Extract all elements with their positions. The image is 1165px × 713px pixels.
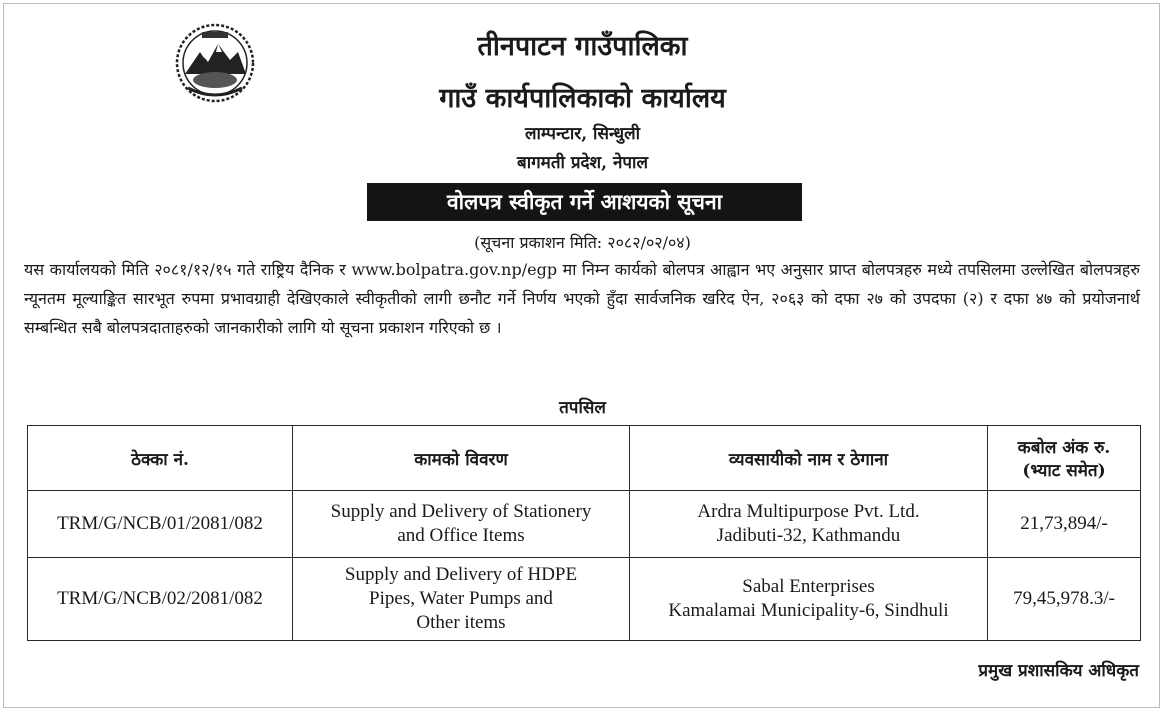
description-line: and Office Items <box>397 525 525 546</box>
address-line-1: लाम्पन्टार, सिन्धुली <box>524 124 641 144</box>
description-line: Supply and Delivery of Stationery <box>330 501 592 522</box>
header-amount <box>988 426 1141 491</box>
description-line: Supply and Delivery of HDPE <box>344 564 578 585</box>
notice-title: वोलपत्र स्वीकृत गर्ने आशयको सूचना <box>367 183 802 221</box>
description-cell <box>293 558 630 641</box>
publication-date: (सूचना प्रकाशन मिति: २०८२/०२/०४) <box>474 233 691 252</box>
award-table <box>27 425 1141 641</box>
header-amount-line-2: (भ्याट समेत) <box>1022 461 1106 481</box>
bidder-cell <box>630 491 988 558</box>
bidder-address: Kamalamai Municipality-6, Sindhuli <box>668 600 949 621</box>
table-header-row <box>28 426 1141 491</box>
bidder-address: Jadibuti-32, Kathmandu <box>716 525 901 546</box>
header-contract-no: ठेक्का नं. <box>28 426 293 491</box>
amount-cell: 21,73,894/- <box>988 491 1141 558</box>
org-name: तीनपाटन गाउँपालिका <box>477 31 688 62</box>
amount-cell: 79,45,978.3/- <box>988 558 1141 641</box>
bidder-name: Sabal Enterprises <box>742 576 875 597</box>
description-cell <box>293 491 630 558</box>
office-name: गाउँ कार्यपालिकाको कार्यालय <box>439 83 726 114</box>
notice-body: यस कार्यालयको मिति २०८१/१२/१५ गते राष्ट्रिय दैनिक र www.bolpatra.gov.np/egp मा निम्न कार्यको बोलपत्र आह्वान भए अनुसार प्राप्त बोलपत्रहरु मध्ये तपसिलमा उल्लेखित बोलपत्रहरु न्यूनतम मूल्याङ्कित सारभूत रुपमा प्रभावग्राही देखिएकाले स्वीकृतीको लागी छनौट गर्ने निर्णय भएको हुँदा सार्वजनिक खरिद ऐन, २०६३ को दफा २७ को उपदफा (२) र दफा ४७ को प्रयोजनार्थ सम्बन्धित सबै बोलपत्रदाताहरुको जानकारीको लागि यो सूचना प्रकाशन गरिएको छ । <box>24 260 1140 337</box>
bidder-cell <box>630 558 988 641</box>
description-line: Pipes, Water Pumps and <box>369 588 553 609</box>
contract-no-cell: TRM/G/NCB/02/2081/082 <box>28 558 293 641</box>
table-row <box>28 491 1141 558</box>
address-line-2: बागमती प्रदेश, नेपाल <box>517 153 648 173</box>
description-line: Other items <box>416 612 506 633</box>
header-description: कामको विवरण <box>293 426 630 491</box>
table-caption: तपसिल <box>559 398 606 418</box>
table-row <box>28 558 1141 641</box>
bidder-name: Ardra Multipurpose Pvt. Ltd. <box>697 501 920 522</box>
contract-no-cell: TRM/G/NCB/01/2081/082 <box>28 491 293 558</box>
header-amount-line-1: कबोल अंक रु. <box>1017 438 1111 458</box>
signature-title: प्रमुख प्रशासकिय अधिकृत <box>978 661 1139 681</box>
header-bidder: व्यवसायीको नाम र ठेगाना <box>630 426 988 491</box>
